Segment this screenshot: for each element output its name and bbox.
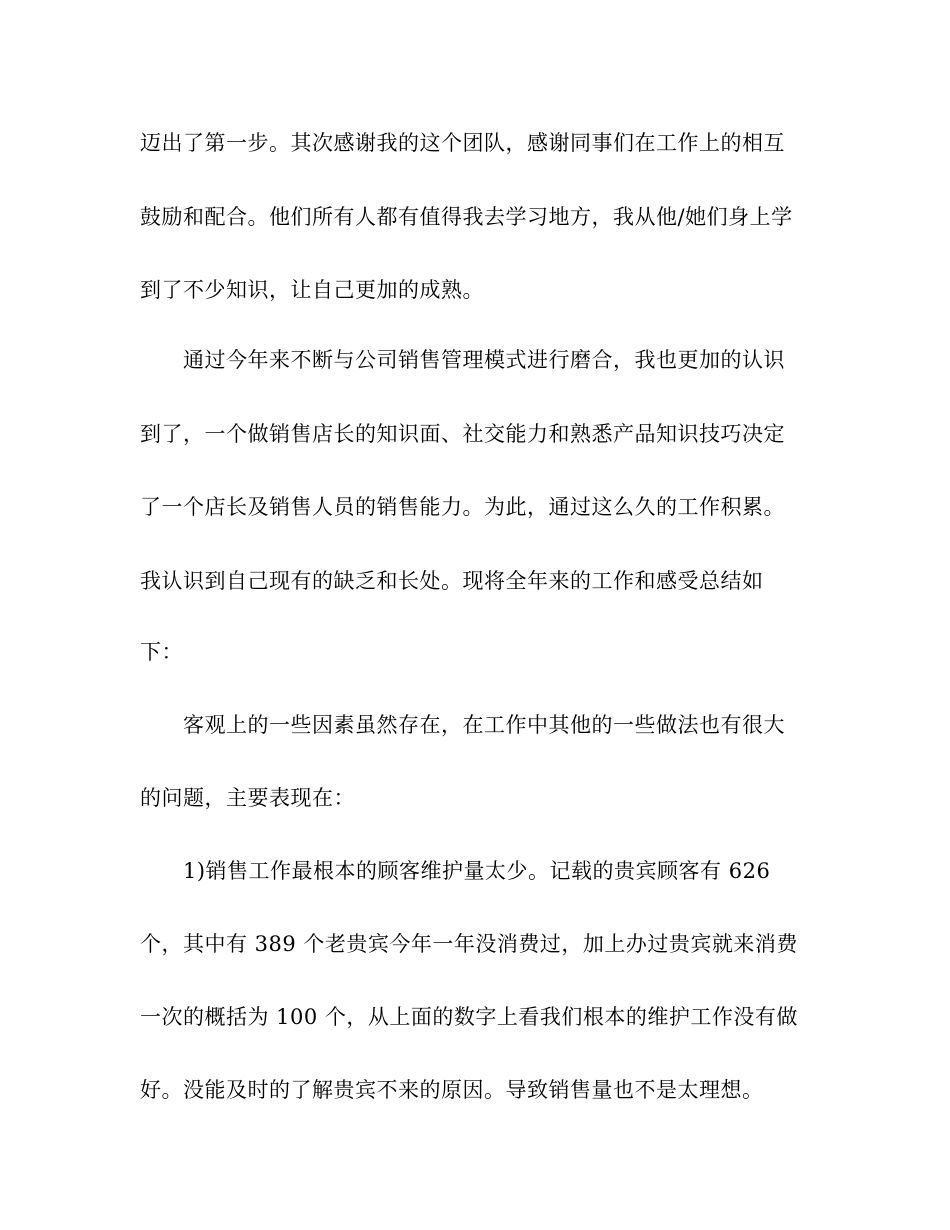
text-line-12: 个，其中有 389 个老贵宾今年一年没消费过，加上办过贵宾就来消费 <box>140 932 798 956</box>
text-line-1: 迈出了第一步。其次感谢我的这个团队，感谢同事们在工作上的相互 <box>140 131 785 155</box>
text-line-8: 下： <box>140 640 183 664</box>
text-line-13: 一次的概括为 100 个，从上面的数字上看我们根本的维护工作没有做 <box>140 1005 798 1029</box>
text-line-3: 到了不少知识，让自己更加的成熟。 <box>140 278 484 302</box>
text-line-7: 我认识到自己现有的缺乏和长处。现将全年来的工作和感受总结如 <box>140 569 764 593</box>
text-line-11: 1)销售工作最根本的顾客维护量太少。记载的贵宾顾客有 626 <box>183 859 771 883</box>
text-line-14: 好。没能及时的了解贵宾不来的原因。导致销售量也不是太理想。 <box>140 1078 764 1102</box>
text-line-10: 的问题，主要表现在： <box>140 786 355 810</box>
text-line-4: 通过今年来不断与公司销售管理模式进行磨合，我也更加的认识 <box>183 348 785 372</box>
text-line-5: 到了，一个做销售店长的知识面、社交能力和熟悉产品知识技巧决定 <box>140 422 785 446</box>
text-line-6: 了一个店长及销售人员的销售能力。为此，通过这么久的工作积累。 <box>140 495 785 519</box>
text-line-9: 客观上的一些因素虽然存在，在工作中其他的一些做法也有很大 <box>183 713 785 737</box>
text-line-2: 鼓励和配合。他们所有人都有值得我去学习地方，我从他/她们身上学 <box>140 205 793 229</box>
